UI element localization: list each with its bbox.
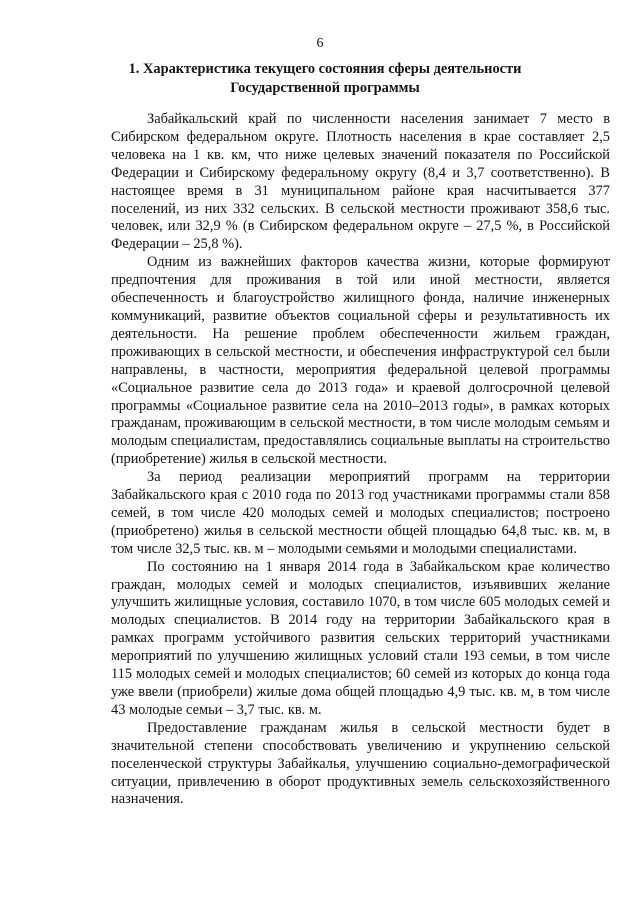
paragraph-housing-factors: Одним из важнейших факторов качества жизни, которые формируют предпочтения для проживания в той или иной местности, является обеспеченность и благоустройство жилищного фонда, наличие инженерных коммуникаций, развитие объектов социальной сферы и результативность их деятельности. На решение проблем обеспеченности жильем граждан, проживающих в сельской местности, и обеспечения инфраструктурой сел были направлены, в частности, мероприятия федеральной целевой программы «Социальное развитие села до 2013 года» и краевой долгосрочной целевой программы «Социальное развитие села на 2010–2013 годы», в рамках которых гражданам, проживающим в сельской местности, в том числе молодым семьям и молодым специалистам, предоставлялись социальные выплаты на строительство (приобретение) жилья в сельской местности.	[111, 254, 610, 468]
section-heading-line-2: Государственной программы	[230, 80, 420, 96]
paragraph-program-results: За период реализации мероприятий программ на территории Забайкальского края с 2010 года по 2013 год участниками программы стали 858 семей, в том числе 420 молодых семей и молодых специалистов; построено (приобретено) жилья в сельской местности общей площадью 64,8 тыс. кв. м, в том числе 32,5 тыс. кв. м – молодыми семьями и молодыми специалистами.	[111, 469, 610, 557]
section-heading	[80, 60, 570, 98]
body-text	[111, 111, 610, 809]
section-heading-line-1: 1. Характеристика текущего состояния сферы деятельности	[128, 61, 522, 77]
paragraph-conclusion: Предоставление гражданам жилья в сельской местности будет в значительной степени способствовать увеличению и укрупнению сельской поселенческой структуры Забайкалья, улучшению социально-демографической ситуации, привлечению в оборот продуктивных земель сельскохозяйственного назначения.	[111, 719, 610, 808]
paragraph-population: Забайкальский край по численности населения занимает 7 место в Сибирском федеральном округе. Плотность населения в крае составляет 2,5 человека на 1 кв. км, что ниже целевых значений показателя по Российской Федерации и Сибирскому федеральному округу (8,4 и 3,7 соответственно). В настоящее время в 31 муниципальном районе края насчитывается 377 поселений, из них 332 сельских. В сельской местности проживают 358,6 тыс. человек, или 32,9 % (в Сибирском федеральном округе – 27,5 %, в Российской Федерации – 25,8 %).	[111, 111, 610, 253]
paragraph-current-status: По состоянию на 1 января 2014 года в Забайкальском крае количество граждан, молодых семей и молодых специалистов, изъявивших желание улучшить жилищные условия, составило 1070, в том числе 605 молодых семей и молодых специалистов. В 2014 году на территории Забайкальского края в рамках программ устойчивого развития сельских территорий участниками мероприятий по улучшению жилищных условий стали 193 семьи, в том числе 115 молодых семей и молодых специалистов; 60 семей из которых до конца года уже ввели (приобрели) жилые дома общей площадью 4,9 тыс. кв. м, в том числе 43 молодые семьи – 3,7 тыс. кв. м.	[111, 558, 610, 718]
page-number: 6	[316, 36, 324, 51]
